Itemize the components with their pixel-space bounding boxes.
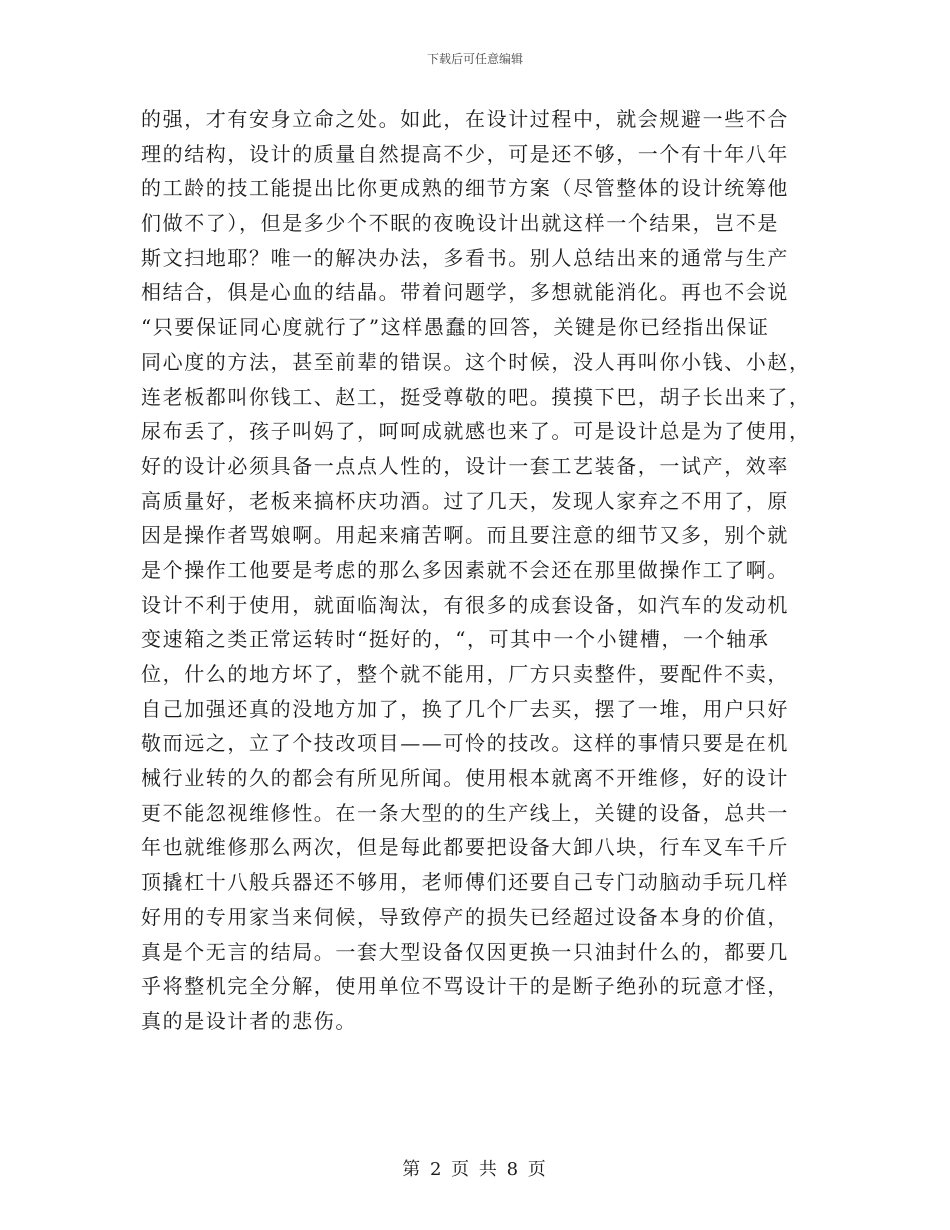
text-line: “只要保证同心度就行了”这样愚蠢的回答，关键是你已经指出保证 [141, 315, 770, 340]
text-line: 变速箱之类正常运转时“挺好的，“，可其中一个小键槽，一个轴承 [141, 627, 770, 652]
text-line: 乎将整机完全分解，使用单位不骂设计干的是断子绝孙的玩意才怪， [141, 974, 789, 999]
text-line: 真的是设计者的悲伤。 [141, 1008, 357, 1033]
text-line: 年也就维修那么两次，但是每此都要把设备大卸八块，行车叉车千斤 [141, 835, 789, 860]
text-line: 好用的专用家当来伺候，导致停产的损失已经超过设备本身的价值， [141, 904, 789, 929]
text-line: 位，什么的地方坏了，整个就不能用，厂方只卖整件，要配件不卖， [141, 662, 789, 686]
text-line: 因是操作者骂娘啊。用起来痛苦啊。而且要注意的细节又多，别个就 [141, 523, 789, 548]
text-line: 设计不利于使用，就面临淘汰，有很多的成套设备，如汽车的发动机 [141, 592, 789, 617]
text-line: 真是个无言的结局。一套大型设备仅因更换一只油封什么的，都要几 [141, 939, 789, 964]
body-text [141, 102, 811, 1039]
text-line: 连老板都叫你钱工、赵工，挺受尊敬的吧。摸摸下巴，胡子长出来了， [141, 384, 811, 409]
text-line: 高质量好，老板来搞杯庆功酒。过了几天，发现人家弃之不用了，原 [141, 488, 789, 513]
text-line: 顶撬杠十八般兵器还不够用，老师傅们还要自己专门动脑动手玩几样 [141, 870, 789, 895]
text-line: 更不能忽视维修性。在一条大型的的生产线上，关键的设备，总共一 [141, 800, 789, 825]
text-line: 敬而远之，立了个技改项目——可怜的技改。这样的事情只要是在机 [141, 731, 789, 756]
text-line: 是个操作工他要是考虑的那么多因素就不会还在那里做操作工了啊。 [141, 557, 789, 582]
text-line: 的工龄的技工能提出比你更成熟的细节方案（尽管整体的设计统筹他 [141, 176, 789, 201]
text-line: 理的结构，设计的质量自然提高不少，可是还不够，一个有十年八年 [141, 141, 789, 166]
page-number: 第 2 页 共 8 页 [402, 1159, 548, 1180]
text-line: 们做不了），但是多少个不眠的夜晚设计出就这样一个结果，岂不是 [141, 211, 779, 236]
text-line: 斯文扫地耶？唯一的解决办法，多看书。别人总结出来的通常与生产 [141, 245, 789, 270]
text-line: 相结合，俱是心血的结晶。带着问题学，多想就能消化。再也不会说 [141, 280, 789, 305]
text-line: 械行业转的久的都会有所见所闻。使用根本就离不开维修，好的设计 [141, 766, 789, 791]
page-header: 下载后可任意编辑 [426, 52, 523, 66]
text-line: 好的设计必须具备一点点人性的，设计一套工艺装备，一试产，效率 [141, 453, 789, 478]
text-line: 自己加强还真的没地方加了，换了几个厂去买，摆了一堆，用户只好 [141, 696, 789, 721]
text-line: 同心度的方法，甚至前辈的错误。这个时候，没人再叫你小钱、小赵， [141, 349, 811, 374]
text-line: 的强，才有安身立命之处。如此，在设计过程中，就会规避一些不合 [141, 107, 789, 131]
text-line: 尿布丢了，孩子叫妈了，呵呵成就感也来了。可是设计总是为了使用， [141, 419, 811, 444]
